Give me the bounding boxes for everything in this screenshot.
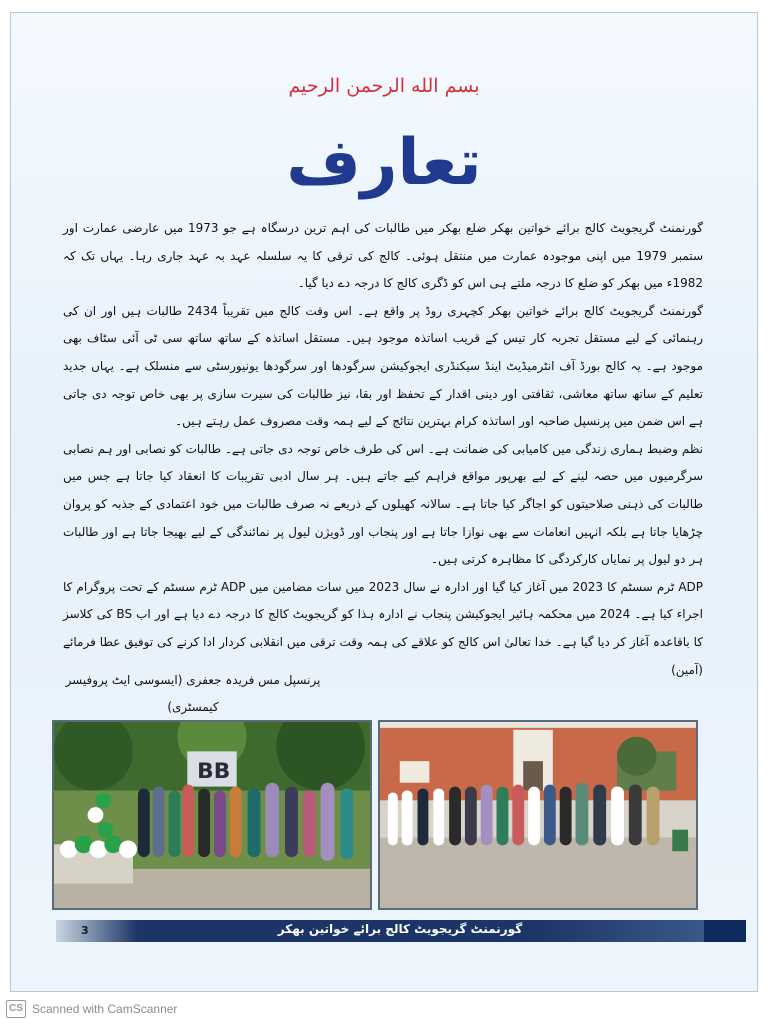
page-number: 3	[81, 924, 89, 937]
photo-students-college-building-image	[380, 722, 696, 908]
signature-line-1: پرنسپل مس فریدہ جعفری (ایسوسی ایٹ پروفیسر کیمسٹری)	[65, 673, 321, 714]
paragraph-3: نظم وضبط ہماری زندگی میں کامیابی کی ضمانت ہے۔ اس کی طرف خاص توجہ دی جاتی ہے۔ طالبات کو نصابی اور ہم نصابی سرگرمیوں میں حصہ لینے کے لیے بھرپور مواقع فراہم کیے جاتے ہیں۔ ہر سال ادبی تقریبات کا انعقاد کیا جاتا ہے جس میں طالبات کی ذہنی صلاحیتوں کو اجاگر کیا جاتا ہے۔ سالانہ کھیلوں کے ذریعے نہ صرف طالبات میں خود اعتمادی کے جذبہ کو پروان چڑھایا جاتا ہے بلکہ انہیں انعامات سے بھی نوازا جاتا ہے اور پنجاب اور ڈویژن لیول پر نمائندگی کے لیے بھیجا جاتا ہے اور طالبات ہر دو لیول پر نمایاں کارکردگی کا مظاہرہ کرتی ہیں۔	[63, 441, 703, 567]
bismillah-heading: بسم الله الرحمن الرحیم	[288, 75, 480, 97]
footer-accent	[704, 920, 746, 942]
event-banner-text: BB	[197, 758, 231, 784]
watermark-text: Scanned with CamScanner	[32, 1002, 178, 1016]
page-title: تعارف	[286, 126, 482, 200]
body-text	[63, 215, 703, 684]
camscanner-logo-icon: CS	[6, 1000, 26, 1018]
photo-students-outdoor	[52, 720, 372, 910]
scanner-watermark	[6, 1000, 177, 1018]
paragraph-2: گورنمنٹ گریجویٹ کالج برائے خواتین بھکر کچہری روڈ پر واقع ہے۔ اس وقت کالج میں تقریباً 2434 طالبات ہیں اور ان کی رہنمائی کے لیے مستقل تجربہ کار تیس کے قریب اساتذہ موجود ہیں۔ مستقل اساتذہ کے ساتھ ساتھ سی ٹی آئی سٹاف بھی موجود ہے۔ یہ کالج بورڈ آف انٹرمیڈیٹ اینڈ سیکنڈری ایجوکیشن سرگودھا اور سرگودھا یونیورسٹی سے منسلک ہے۔ یہاں جدید تعلیم کے ساتھ ساتھ معاشی، ثقافتی اور دینی اقدار کے تحفظ اور بقا، نیز طالبات کی سیرت سازی پر بھی خاص توجہ دی جاتی ہے اس ضمن میں پرنسپل صاحبہ اور اساتذہ کرام بہترین نتائج کے لیے ہمہ وقت مصروف عمل رہتے ہیں۔	[63, 303, 703, 429]
paragraph-1: گورنمنٹ گریجویٹ کالج برائے خواتین بھکر ضلع بھکر میں طالبات کی اہم ترین درسگاہ ہے جو 1973 میں عارضی عمارت اور ستمبر 1979 میں اپنی موجودہ عمارت میں منتقل ہوئی۔ کالج کی ترقی کا یہ سلسلہ عہد بہ عہد جاری رہا۔ یہاں تک کہ 1982ء میں بھکر کو ضلع کا درجہ ملتے ہی اس کو ڈگری کالج کا درجہ دے دیا گیا۔	[63, 221, 703, 291]
footer-college-name: گورنمنٹ گریجویٹ کالج برائے خواتین بھکر	[277, 922, 523, 936]
photo-students-outdoor-image	[54, 722, 370, 908]
paragraph-4: ADP ٹرم سسٹم کا 2023 میں آغاز کیا گیا اور ادارہ نے سال 2023 میں سات مضامین میں ADP ٹرم سسٹم کے تحت پروگرام کا اجراء کیا ہے۔ 2024 میں محکمہ ہائیر ایجوکیشن پنجاب نے ادارہ ہذا کو گریجویٹ کالج کا درجہ دے دیا ہے اور اب BS کی کلاسز کا باقاعدہ آغاز کر دیا گیا ہے۔ خدا تعالیٰ اس کالج کو علاقے کی ہمہ وقت ترقی میں انقلابی کردار ادا کرنے کی توفیق عطا فرمائے (آمین)	[63, 579, 704, 677]
photo-students-college-building	[378, 720, 698, 910]
